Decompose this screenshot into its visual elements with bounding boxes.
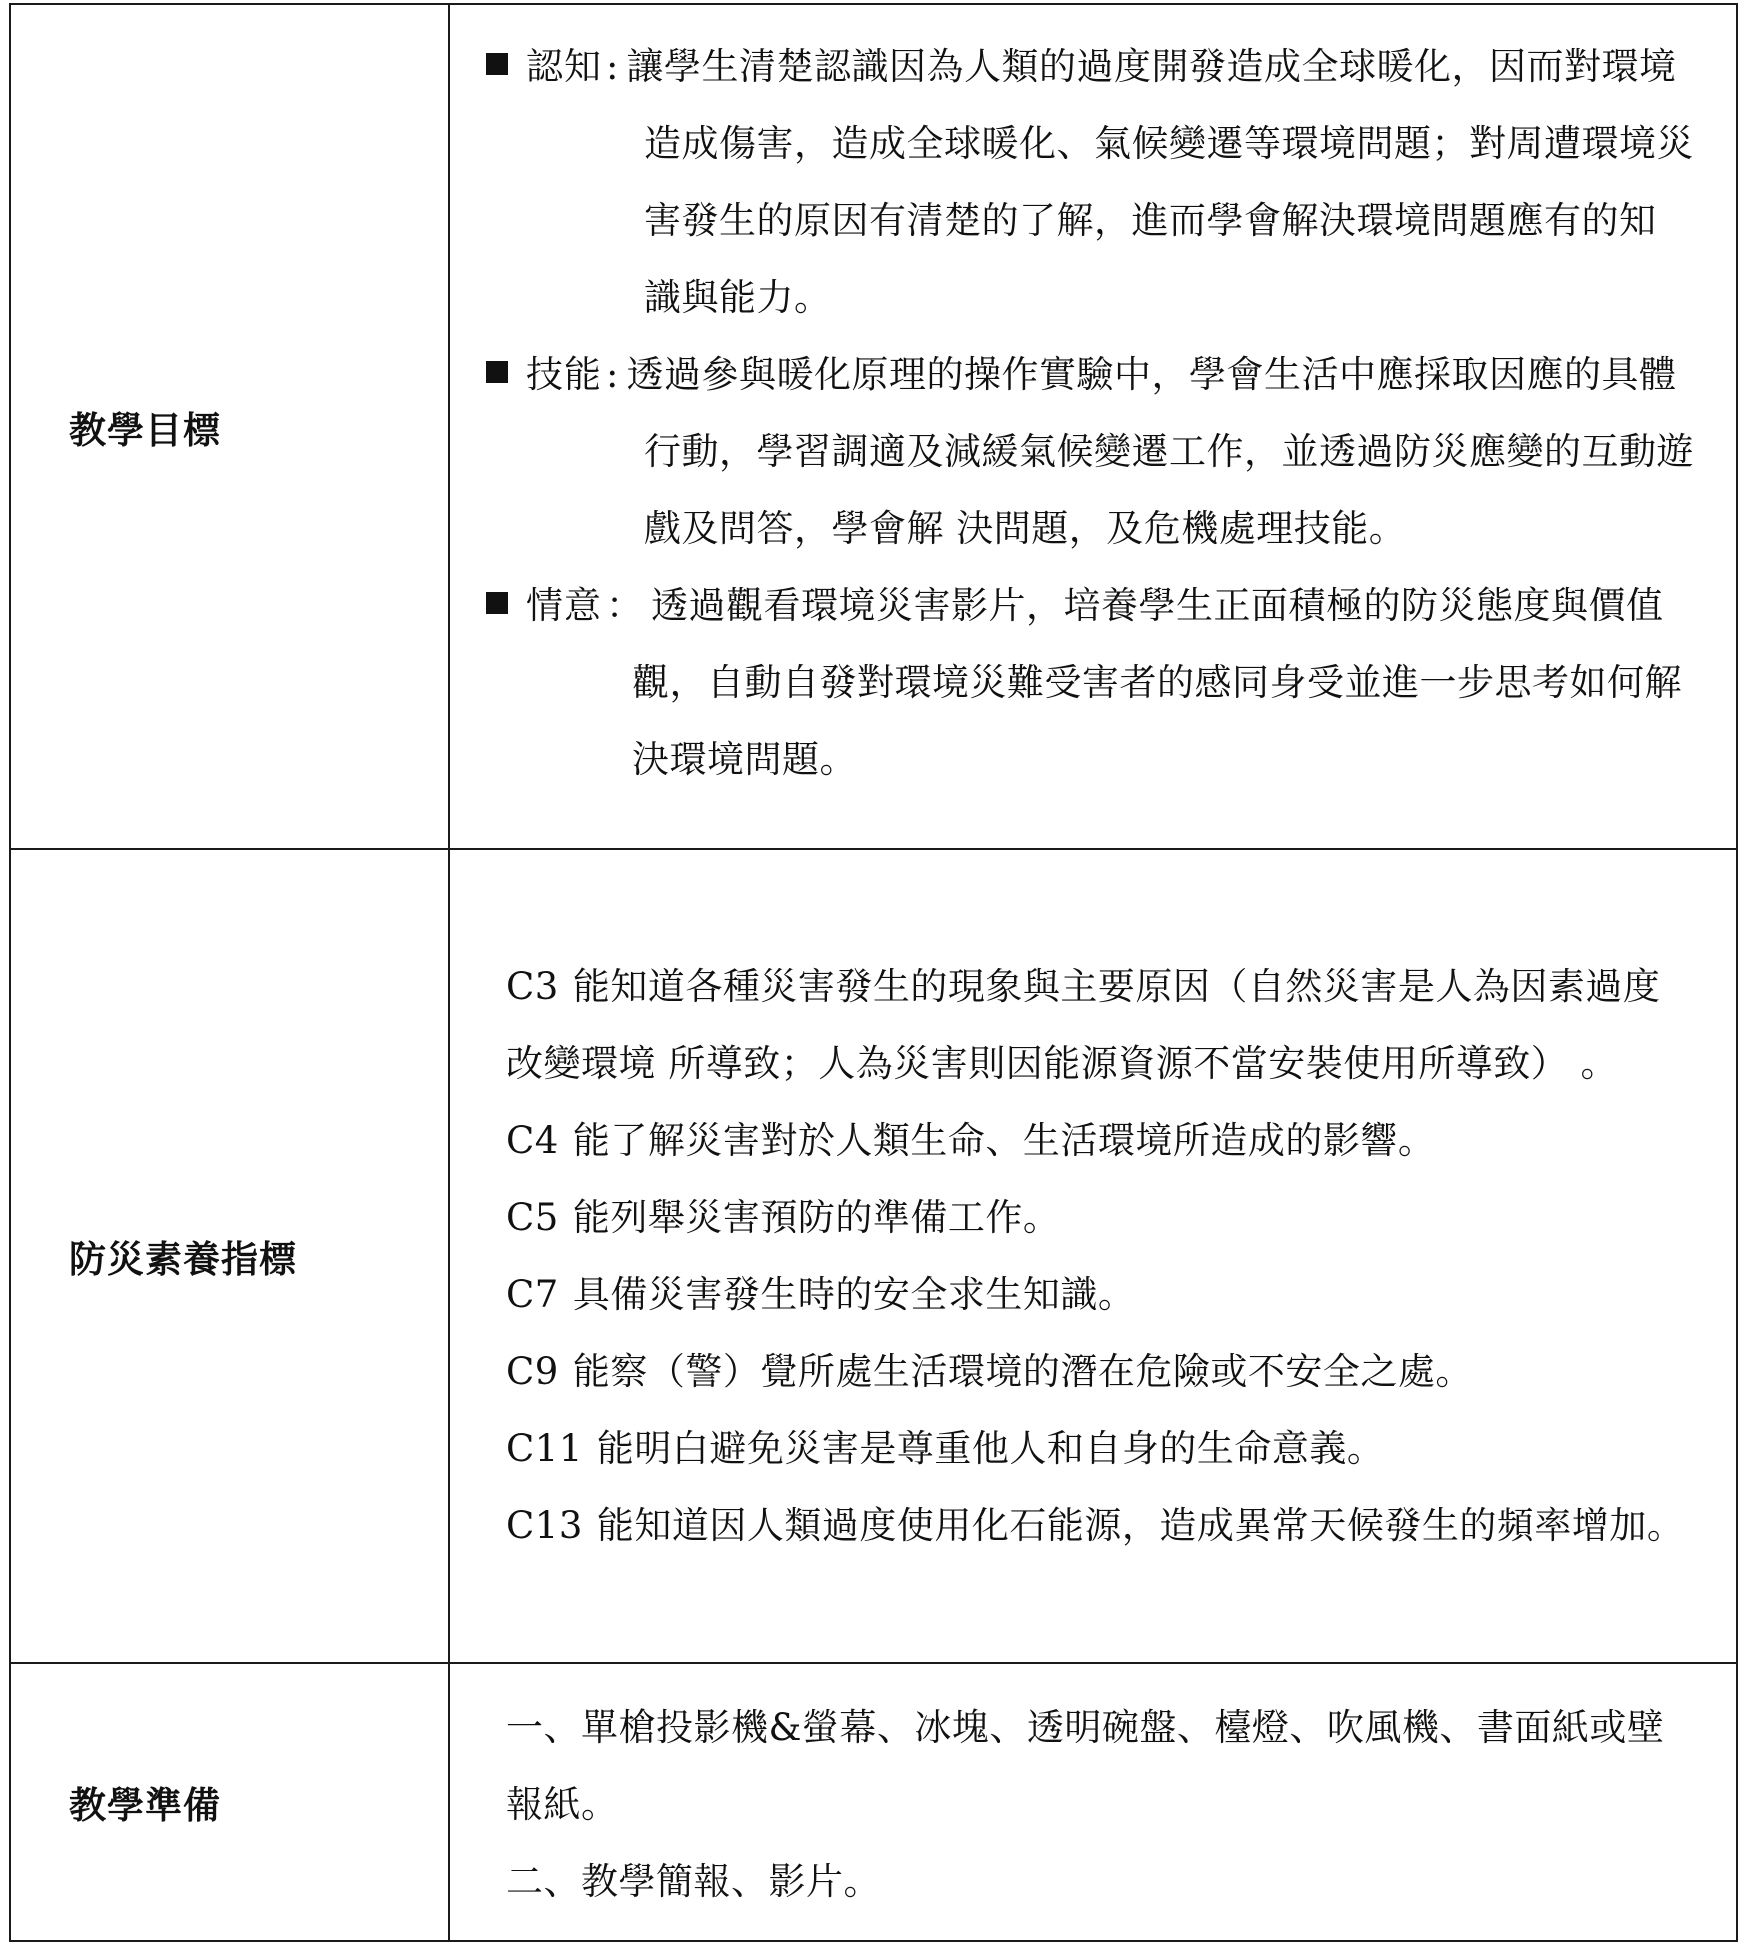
indicator-item — [506, 1102, 1696, 1179]
objective-label: 技能 — [526, 352, 602, 396]
indicator-code: C13 — [506, 1504, 583, 1547]
indicator-code: C11 — [506, 1427, 583, 1470]
objective-text: 害發生的原因有清楚的了解，進而學會解決環境問題應有的知 — [644, 198, 1657, 242]
square-bullet-icon — [486, 361, 508, 383]
objective-cognitive — [482, 28, 1696, 336]
objective-colon: : — [606, 44, 619, 88]
indicator-code: C7 — [506, 1273, 559, 1316]
indicator-item — [506, 1256, 1696, 1333]
objective-text: 識與能力。 — [644, 275, 832, 319]
indicator-text: 能知道各種災害發生的現象與主要原因（自然災害是人為因素過度 — [572, 965, 1661, 1008]
indicator-text: 改變環境 所導致；人為災害則因能源資源不當安裝使用所導致） 。 — [506, 1042, 1619, 1085]
objective-skill — [482, 336, 1696, 567]
objectives-content — [449, 4, 1737, 849]
indicator-text: 能明白避免災害是尊重他人和自身的生命意義。 — [596, 1427, 1385, 1470]
objective-text: 透過觀看環境災害影片，培養學生正面積極的防災態度與價值 — [651, 583, 1664, 627]
preparation-label: 教學準備 — [10, 1663, 449, 1941]
lesson-plan-table — [9, 3, 1738, 1942]
objective-text: 透過參與暖化原理的操作實驗中，學會生活中應採取因應的具體 — [626, 352, 1677, 396]
indicator-item — [506, 1410, 1696, 1487]
objective-label: 認知 — [526, 44, 602, 88]
preparation-content — [449, 1663, 1737, 1941]
indicator-item — [506, 1179, 1696, 1256]
indicator-text: 具備災害發生時的安全求生知識。 — [572, 1273, 1136, 1316]
square-bullet-icon — [486, 53, 508, 75]
objective-text: 讓學生清楚認識因為人類的過度開發造成全球暖化，因而對環境 — [626, 44, 1677, 88]
indicator-code: C5 — [506, 1196, 559, 1239]
indicators-content — [449, 849, 1737, 1663]
preparation-row — [10, 1663, 1737, 1941]
indicator-text: 能列舉災害預防的準備工作。 — [572, 1196, 1061, 1239]
objective-label: 情意 — [526, 583, 602, 627]
objective-text: 決環境問題。 — [632, 737, 857, 781]
square-bullet-icon — [486, 592, 508, 614]
preparation-line: 二、教學簡報、影片。 — [506, 1859, 881, 1903]
objective-colon: ： — [606, 583, 643, 627]
preparation-line: 報紙。 — [506, 1782, 619, 1826]
indicators-label: 防災素養指標 — [10, 849, 449, 1663]
objective-text: 戲及問答，學會解 決問題，及危機處理技能。 — [644, 506, 1407, 550]
indicator-code: C4 — [506, 1119, 559, 1162]
objective-text: 觀，自動自發對環境災難受害者的感同身受並進一步思考如何解 — [632, 660, 1682, 704]
objectives-label: 教學目標 — [10, 4, 449, 849]
preparation-line: 一、單槍投影機&螢幕、冰塊、透明碗盤、檯燈、吹風機、書面紙或壁 — [506, 1705, 1665, 1749]
indicator-text: 能知道因人類過度使用化石能源，造成異常天候發生的頻率增加。 — [596, 1504, 1685, 1547]
indicator-code: C3 — [506, 965, 559, 1008]
objectives-row — [10, 4, 1737, 849]
indicator-item-continued — [506, 1025, 1696, 1102]
indicator-item — [506, 1487, 1696, 1564]
objective-affective — [482, 567, 1696, 798]
indicators-row — [10, 849, 1737, 1663]
indicator-text: 能察（警）覺所處生活環境的潛在危險或不安全之處。 — [572, 1350, 1473, 1393]
objective-text: 造成傷害，造成全球暖化、氣候變遷等環境問題；對周遭環境災 — [644, 121, 1694, 165]
indicator-text: 能了解災害對於人類生命、生活環境所造成的影響。 — [572, 1119, 1436, 1162]
indicator-item — [506, 1333, 1696, 1410]
objective-text: 行動，學習調適及減緩氣候變遷工作，並透過防災應變的互動遊 — [644, 429, 1694, 473]
indicator-code: C9 — [506, 1350, 559, 1393]
indicator-item — [506, 948, 1696, 1025]
objective-colon: : — [606, 352, 619, 396]
